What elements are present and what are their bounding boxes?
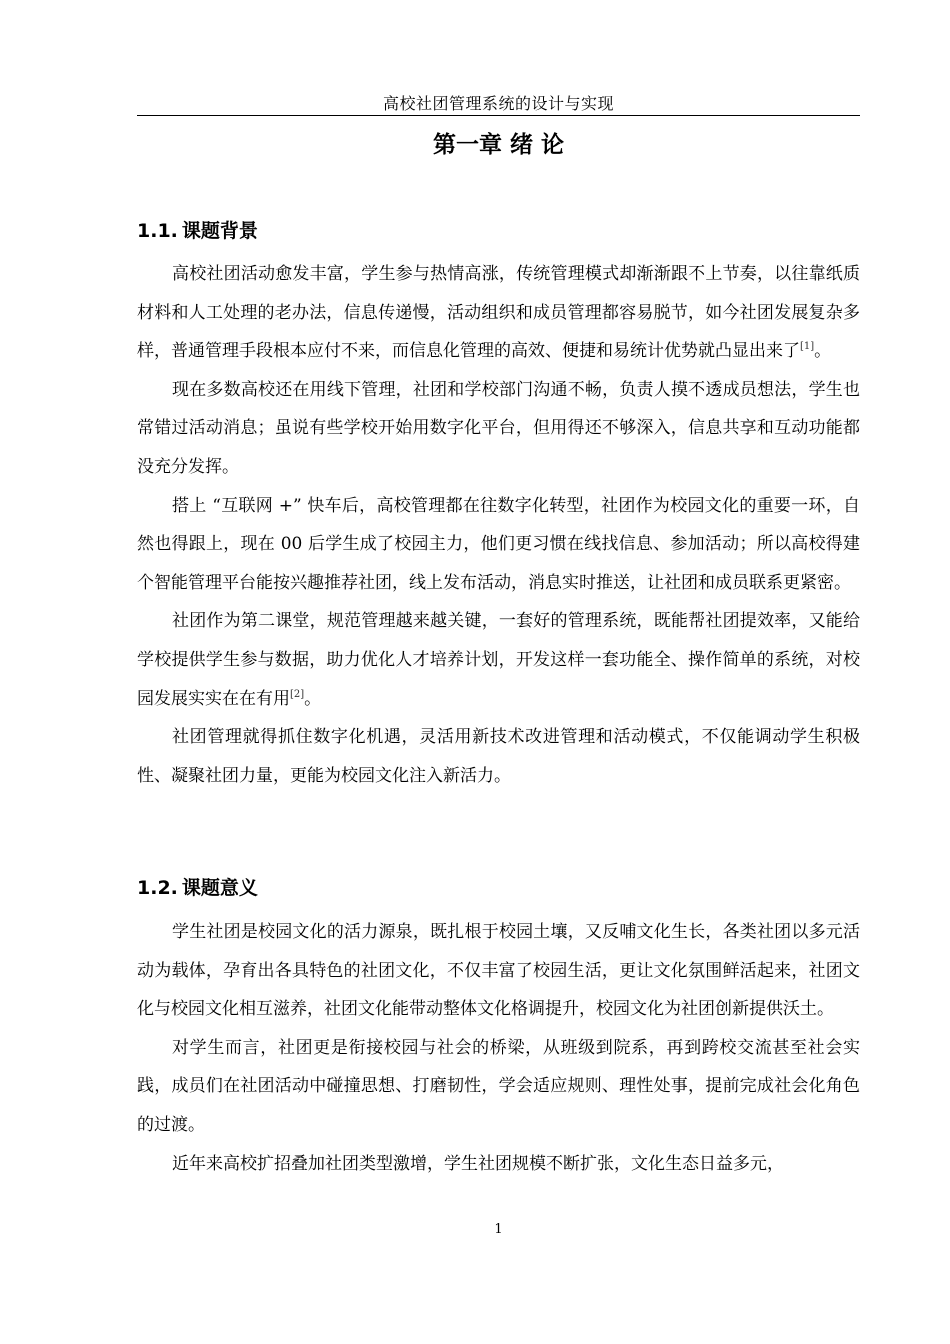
running-header: 高校社团管理系统的设计与实现 <box>382 94 614 113</box>
section-body-1-2 <box>137 913 860 1183</box>
citation: [2] <box>290 688 305 700</box>
paragraph: 现在多数高校还在用线下管理，社团和学校部门沟通不畅，负责人摸不透成员想法，学生也常错过活动消息；虽说有些学校开始用数字化平台，但用得还不够深入，信息共享和互动功能都没充分发挥。 <box>137 379 860 477</box>
paragraph: 高校社团活动愈发丰富，学生参与热情高涨，传统管理模式却渐渐跟不上节奏，以往靠纸质材料和人工处理的老办法，信息传递慢，活动组织和成员管理都容易脱节，如今社团发展复杂多样，普通管理手段根本应付不来，而信息化管理的高效、便捷和易统计优势就凸显出来了[1]。 <box>137 264 860 362</box>
section-heading-1-1 <box>137 217 860 245</box>
section-title: 课题意义 <box>181 877 258 899</box>
paragraph: 社团作为第二课堂，规范管理越来越关键，一套好的管理系统，既能帮社团提效率，又能给学校提供学生参与数据，助力优化人才培养计划，开发这样一套功能全、操作简单的系统，对校园发展实实在在有用[2]。 <box>137 611 860 709</box>
header-rule <box>137 115 860 116</box>
section-body-1-1 <box>137 255 860 795</box>
paragraph: 学生社团是校园文化的活力源泉，既扎根于校园土壤，又反哺文化生长，各类社团以多元活动为载体，孕育出各具特色的社团文化，不仅丰富了校园生活，更让文化氛围鲜活起来，社团文化与校园文化相互滋养，社团文化能带动整体文化格调提升，校园文化为社团创新提供沃土。 <box>137 922 860 1020</box>
chapter-number: 第一章 <box>432 132 502 158</box>
paragraph: 对学生而言，社团更是衔接校园与社会的桥梁，从班级到院系，再到跨校交流甚至社会实践，成员们在社团活动中碰撞思想、打磨韧性，学会适应规则、理性处事，提前完成社会化角色的过渡。 <box>137 1037 860 1135</box>
citation: [1] <box>800 341 815 353</box>
section-number: 1.2. <box>137 877 178 899</box>
chapter-title <box>137 128 860 162</box>
paragraph: 社团管理就得抓住数字化机遇，灵活用新技术改进管理和活动模式，不仅能调动学生积极性、凝聚社团力量，更能为校园文化注入新活力。 <box>137 727 860 786</box>
section-number: 1.1. <box>137 220 178 242</box>
page-number: 1 <box>494 1222 503 1237</box>
paragraph: 近年来高校扩招叠加社团类型激增，学生社团规模不断扩张，文化生态日益多元， <box>172 1153 784 1174</box>
chapter-name: 绪 论 <box>509 132 564 158</box>
paragraph: 搭上 “互联网 +” 快车后，高校管理都在往数字化转型，社团作为校园文化的重要一环，自然也得跟上，现在 00 后学生成了校园主力，他们更习惯在线找信息、参加活动；所以高校得建个智能管理平台能按兴趣推荐社团，线上发布活动，消息实时推送，让社团和成员联系更紧密。 <box>137 495 860 593</box>
section-heading-1-2 <box>137 874 860 902</box>
section-title: 课题背景 <box>181 220 258 242</box>
